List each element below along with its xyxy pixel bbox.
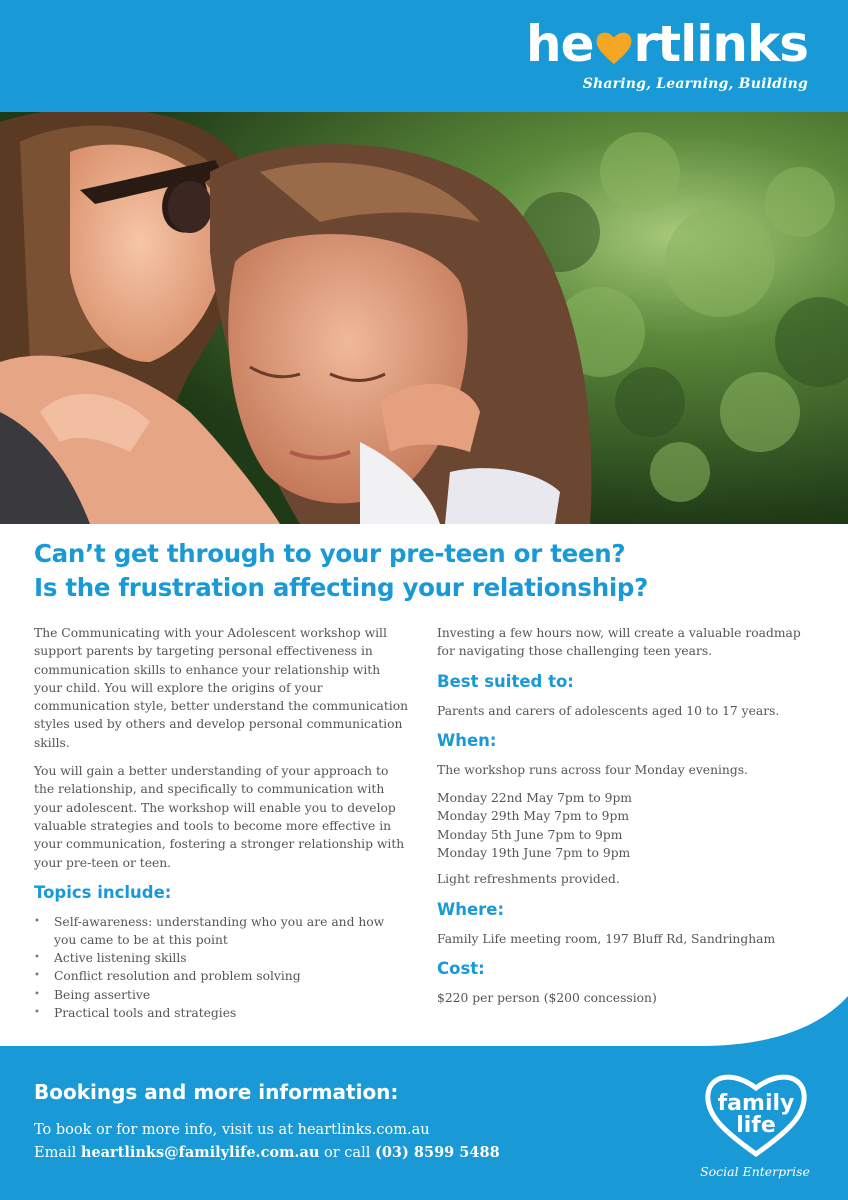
logo-word-life: life	[736, 1113, 776, 1138]
topics-heading: Topics include:	[34, 882, 172, 902]
logo-text-end: rtlinks	[633, 15, 808, 73]
left-column	[34, 624, 409, 1022]
where-heading: Where:	[437, 899, 505, 919]
session-date: Monday 5th June 7pm to 9pm	[437, 827, 623, 842]
where-text: Family Life meeting room, 197 Bluff Rd, Sandringham	[437, 931, 776, 946]
refreshments-text: Light refreshments provided.	[437, 872, 620, 887]
intro-paragraph-1: The Communicating with your Adolescent workshop will support parents by targeting personal effectiveness in communication skills to enhance your relationship with your child. You will explore the origins of your communication style, better understand the communication styles used by others and develop personal communication skills.	[34, 626, 409, 750]
session-date: Monday 19th June 7pm to 9pm	[437, 846, 631, 861]
headline-line-2: Is the frustration affecting your relationship?	[34, 573, 649, 602]
booking-info-text[interactable]: To book or for more info, visit us at heartlinks.com.au	[34, 1122, 430, 1138]
email-prefix: Email	[34, 1145, 81, 1161]
topic-item: • Self-awareness: understanding who you are and how you came to be at this point	[34, 913, 409, 949]
cost-text: $220 per person ($200 concession)	[437, 990, 657, 1005]
logo-text-start: he	[526, 15, 594, 73]
footer-curve	[0, 996, 848, 1050]
topic-item: • Practical tools and strategies	[34, 1004, 409, 1022]
phone-link[interactable]: (03) 8599 5488	[374, 1144, 500, 1161]
bookings-heading: Bookings and more information:	[34, 1080, 399, 1104]
headline	[34, 537, 824, 605]
session-date: Monday 22nd May 7pm to 9pm	[437, 791, 632, 806]
header-banner	[0, 0, 848, 112]
session-date: Monday 29th May 7pm to 9pm	[437, 809, 630, 824]
email-link[interactable]: heartlinks@familylife.com.au	[80, 1144, 320, 1161]
best-suited-heading: Best suited to:	[437, 671, 574, 691]
social-enterprise-caption: Social Enterprise	[700, 1164, 810, 1179]
contact-line	[34, 1142, 500, 1164]
cost-heading: Cost:	[437, 958, 485, 978]
topic-item: • Being assertive	[34, 986, 409, 1004]
session-dates	[437, 789, 822, 862]
investing-paragraph: Investing a few hours now, will create a valuable roadmap for navigating those challenging teen years.	[437, 626, 801, 659]
topic-item: • Conflict resolution and problem solving	[34, 967, 409, 985]
photo-illustration	[0, 112, 848, 524]
tagline: Sharing, Learning, Building	[582, 76, 808, 92]
family-photo	[0, 112, 848, 524]
best-suited-text: Parents and carers of adolescents aged 10 to 17 years.	[437, 703, 780, 718]
when-text: The workshop runs across four Monday evenings.	[437, 762, 748, 777]
topic-item: • Active listening skills	[34, 949, 409, 967]
booking-info-line	[34, 1119, 430, 1141]
heart-icon	[595, 30, 633, 66]
heartlinks-logo	[526, 14, 808, 92]
when-heading: When:	[437, 730, 497, 750]
family-life-logo	[702, 1068, 810, 1158]
right-column	[437, 624, 822, 1017]
headline-line-1: Can’t get through to your pre-teen or teen?	[34, 539, 626, 568]
intro-paragraph-2: You will gain a better understanding of your approach to the relationship, and specifically to communication with your adolescent. The workshop will enable you to develop valuable strategies and tools to become more effective in your communication, fostering a stronger relationship with your pre-teen or teen.	[34, 764, 405, 870]
call-text: or call	[319, 1145, 375, 1161]
logo-word-family: family	[717, 1091, 795, 1116]
